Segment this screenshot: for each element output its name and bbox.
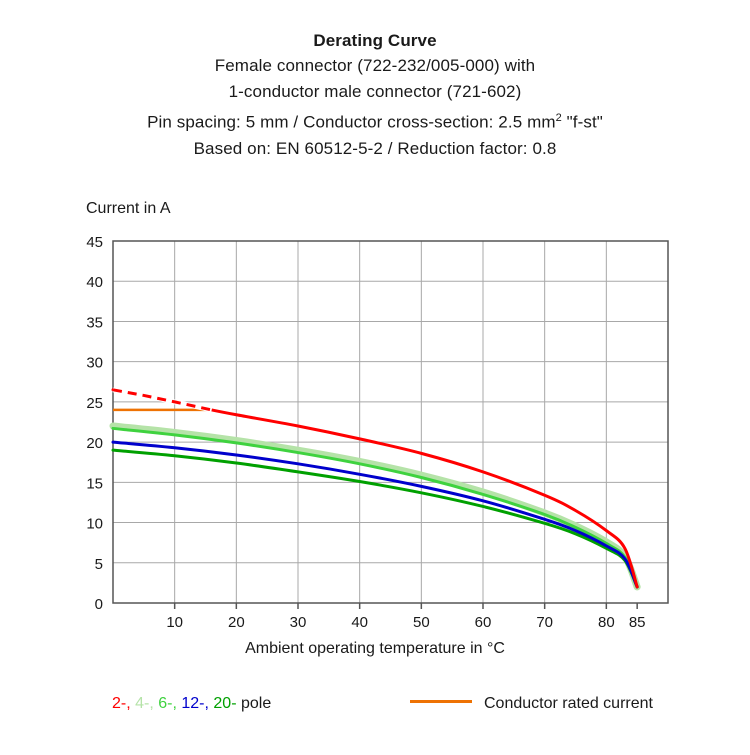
y-tick-label: 40 (86, 274, 103, 292)
series-line-2-pole (113, 390, 637, 587)
y-tick-label: 10 (86, 515, 103, 533)
legend-rated-current (410, 695, 653, 713)
x-tick-label: 40 (351, 614, 369, 631)
title-line-4: Based on: EN 60512-5-2 / Reduction factor: 0.8 (193, 138, 557, 158)
legend-rated-current-swatch (410, 700, 472, 703)
legend-pole-1: 4-, (135, 695, 159, 712)
y-axis-label: Current in A (86, 200, 171, 217)
y-tick-label: 30 (86, 354, 103, 372)
y-tick-label: 35 (86, 314, 103, 332)
x-axis-label: Ambient operating temperature in °C (245, 640, 505, 657)
legend-poles-suffix: pole (240, 695, 272, 712)
title-line-1: Female connector (722-232/005-000) with (214, 56, 536, 75)
y-tick-label: 45 (86, 234, 103, 251)
y-tick-label: 20 (86, 435, 103, 453)
title-line-2: 1-conductor male connector (721-602) (228, 82, 522, 101)
legend-pole-0: 2-, (112, 695, 136, 712)
y-tick-label: 15 (86, 475, 103, 493)
legend-pole-2: 6-, (158, 695, 182, 712)
x-tick-label: 70 (536, 614, 554, 631)
y-tick-label: 0 (94, 596, 103, 613)
chart-legend (0, 695, 750, 725)
y-tick-label: 5 (94, 555, 103, 573)
x-tick-label: 60 (474, 614, 492, 631)
pin-spacing-superscript: 2 (555, 112, 562, 124)
x-tick-label: 10 (166, 614, 184, 631)
plot-frame (113, 241, 668, 603)
pin-spacing-suffix: "f-st" (561, 112, 603, 132)
x-tick-label: 80 (597, 614, 615, 631)
page-title: Derating Curve (313, 31, 437, 50)
x-tick-label: 30 (289, 614, 307, 631)
x-tick-label: 20 (227, 614, 245, 631)
x-tick-label: 85 (628, 614, 646, 631)
pin-spacing-prefix: Pin spacing: 5 mm / Conductor cross-section: 2.5 mm (147, 112, 556, 132)
x-tick-label: 50 (412, 614, 430, 631)
legend-poles (112, 695, 271, 713)
legend-pole-3: 12-, (181, 695, 214, 712)
y-tick-label: 25 (86, 394, 103, 412)
legend-rated-current-label: Conductor rated current (484, 695, 653, 712)
legend-pole-4: 20- (213, 695, 241, 712)
